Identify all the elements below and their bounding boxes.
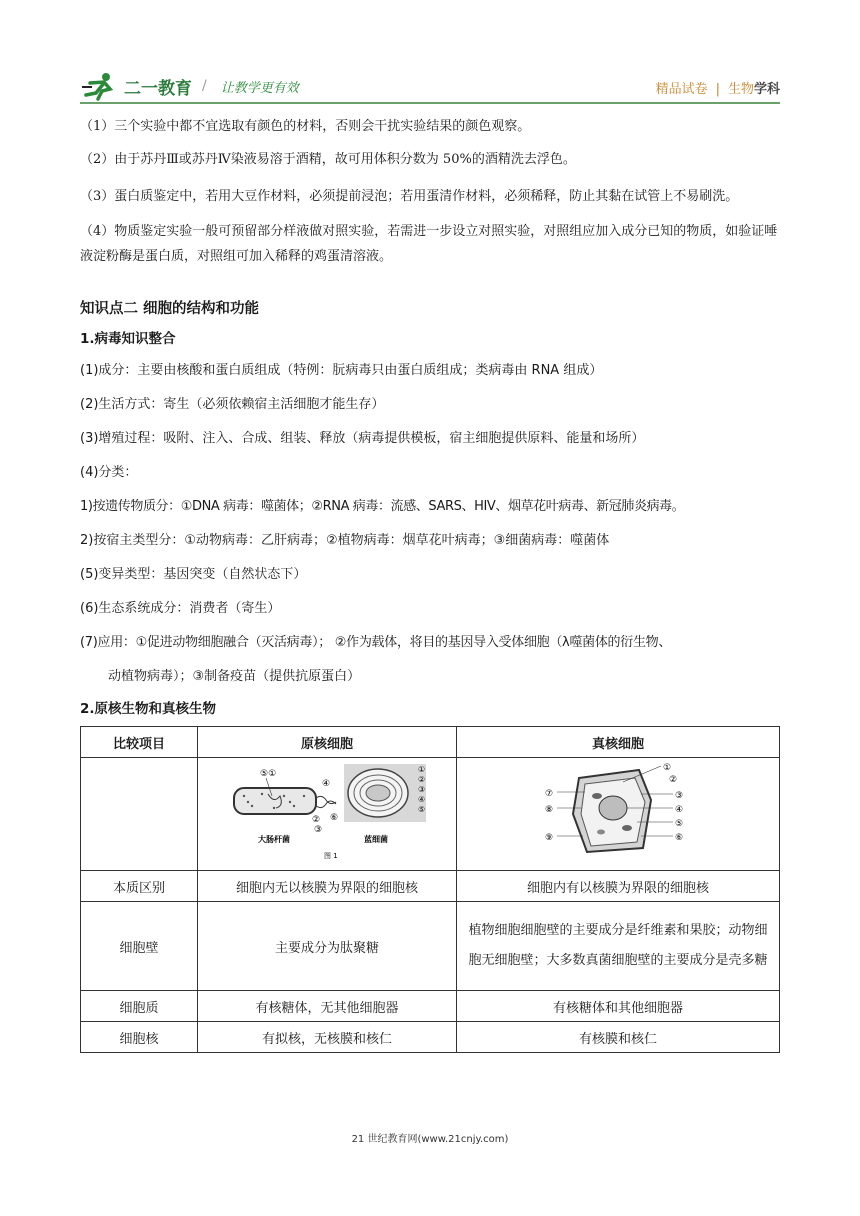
empty-cell	[81, 758, 198, 871]
page-footer: 21 世纪教育网(www.21cnjy.com)	[351, 1134, 509, 1145]
note-2: （2）由于苏丹Ⅲ或苏丹Ⅳ染液易溶于酒精，故可用体积分数为 50%的酒精洗去浮色。	[80, 152, 576, 167]
row-prokaryote: 主要成分为肽聚糖	[198, 902, 457, 991]
note-3: （3）蛋白质鉴定中，若用大豆作材料，必须提前浸泡；若用蛋清作材料，必须稀释，防止其黏在试管上不易刷洗。	[80, 189, 739, 204]
tag-left: 精品试卷	[655, 82, 708, 97]
brand-slogan: 让教学更有效	[220, 80, 299, 96]
th-prokaryote: 原核细胞	[198, 727, 457, 758]
label-c: ⑤①	[260, 769, 277, 779]
subsection-cells: 2.原核生物和真核生物	[80, 701, 217, 717]
table-row	[81, 1022, 780, 1053]
tag-bio: 生物	[727, 82, 754, 97]
r-label-5: ⑤	[418, 805, 426, 814]
e-label-5: ⑤	[675, 819, 684, 829]
tag-subject: 学科	[753, 82, 780, 97]
row-prokaryote: 有拟核，无核膜和核仁	[198, 1022, 457, 1053]
header-divider: /	[202, 78, 207, 94]
runner-logo-icon	[80, 71, 120, 101]
row-eukaryote: 有核糖体和其他细胞器	[457, 991, 780, 1022]
e-label-6: ⑥	[675, 833, 684, 843]
row-prokaryote: 有核糖体，无其他细胞器	[198, 991, 457, 1022]
virus-line-1: (1)成分：主要由核酸和蛋白质组成（特例：朊病毒只由蛋白质组成；类病毒由 RNA 组成）	[80, 363, 603, 378]
table-row	[81, 902, 780, 991]
row-eukaryote: 细胞内有以核膜为界限的细胞核	[457, 871, 780, 902]
brand-name: 二一教育	[124, 78, 192, 99]
th-eukaryote: 真核细胞	[457, 727, 780, 758]
label-2: ②	[312, 815, 321, 825]
th-item: 比较项目	[81, 727, 198, 758]
header-rule	[80, 102, 780, 104]
row-prokaryote: 细胞内无以核膜为界限的细胞核	[198, 871, 457, 902]
e-label-1: ①	[663, 763, 672, 773]
e-label-7: ⑦	[545, 789, 554, 799]
virus-line-7: (5)变异类型：基因突变（自然状态下）	[80, 567, 307, 582]
subject-tag	[656, 78, 780, 97]
row-eukaryote: 有核膜和核仁	[457, 1022, 780, 1053]
eukaryote-diagram	[543, 760, 693, 864]
e-label-8: ⑧	[545, 805, 554, 815]
row-item: 细胞壁	[81, 902, 198, 991]
row-item: 本质区别	[81, 871, 198, 902]
row-item: 细胞核	[81, 1022, 198, 1053]
r-label-4: ④	[418, 795, 426, 804]
note-1: （1）三个实验中都不宜选取有颜色的材料，否则会干扰实验结果的颜色观察。	[80, 119, 531, 134]
e-label-9: ⑨	[545, 833, 554, 843]
virus-line-6: 2)按宿主类型分：①动物病毒：乙肝病毒；②植物病毒：烟草花叶病毒；③细菌病毒：噬菌体	[80, 533, 610, 548]
cyano-label: 蓝细菌	[364, 835, 388, 844]
row-item: 细胞质	[81, 991, 198, 1022]
r-label-3: ③	[418, 785, 426, 794]
virus-line-2: (2)生活方式：寄生（必须依赖宿主活细胞才能生存）	[80, 397, 385, 412]
page-content	[80, 110, 780, 1053]
label-6: ⑥	[330, 813, 339, 823]
virus-line-4: (4)分类：	[80, 465, 138, 480]
label-3: ③	[314, 825, 323, 835]
row-eukaryote: 植物细胞细胞壁的主要成分是纤维素和果胶；动物细胞无细胞壁；大多数真菌细胞壁的主要成分是壳多糖	[457, 902, 780, 991]
virus-line-5: 1)按遗传物质分：①DNA 病毒：噬菌体；②RNA 病毒：流感、SARS、HIV、烟草花叶病毒、新冠肺炎病毒。	[80, 499, 685, 514]
table-row	[81, 991, 780, 1022]
r-label-2: ②	[418, 775, 426, 784]
table-header-row	[81, 727, 780, 758]
e-label-2: ②	[669, 775, 678, 785]
virus-line-9: (7)应用：①促进动物细胞融合（灭活病毒）； ②作为载体，将目的基因导入受体细胞（λ噬菌体的衍生物、	[80, 635, 672, 650]
eukaryote-figure-cell	[457, 758, 780, 871]
tag-separator: |	[715, 82, 720, 97]
table-figure-row	[81, 758, 780, 871]
logo	[80, 70, 299, 102]
e-label-4: ④	[675, 805, 684, 815]
virus-line-8: (6)生态系统成分：消费者（寄生）	[80, 601, 281, 616]
prokaryote-figure-cell	[198, 758, 457, 871]
table-row	[81, 871, 780, 902]
comparison-table	[80, 726, 780, 1053]
subsection-virus: 1.病毒知识整合	[80, 331, 176, 347]
virus-line-10: 动植物病毒）；③制备疫苗（提供抗原蛋白）	[108, 669, 361, 684]
note-4: （4）物质鉴定实验一般可预留部分样液做对照实验，若需进一步设立对照实验，对照组应加入成分已知的物质，如验证唾液淀粉酶是蛋白质，对照组可加入稀释的鸡蛋清溶液。	[80, 224, 778, 264]
e-label-3: ③	[675, 791, 684, 801]
virus-line-3: (3)增殖过程：吸附、注入、合成、组装、释放（病毒提供模板，宿主细胞提供原料、能量和场所）	[80, 431, 645, 446]
page-header	[80, 70, 780, 102]
prokaryote-diagram	[222, 760, 432, 864]
ecoli-label: 大肠杆菌	[258, 835, 290, 844]
r-label-1: ①	[418, 765, 426, 774]
label-4: ④	[322, 779, 331, 789]
figure-caption: 图 1	[324, 852, 338, 860]
section-title: 知识点二 细胞的结构和功能	[80, 301, 260, 317]
